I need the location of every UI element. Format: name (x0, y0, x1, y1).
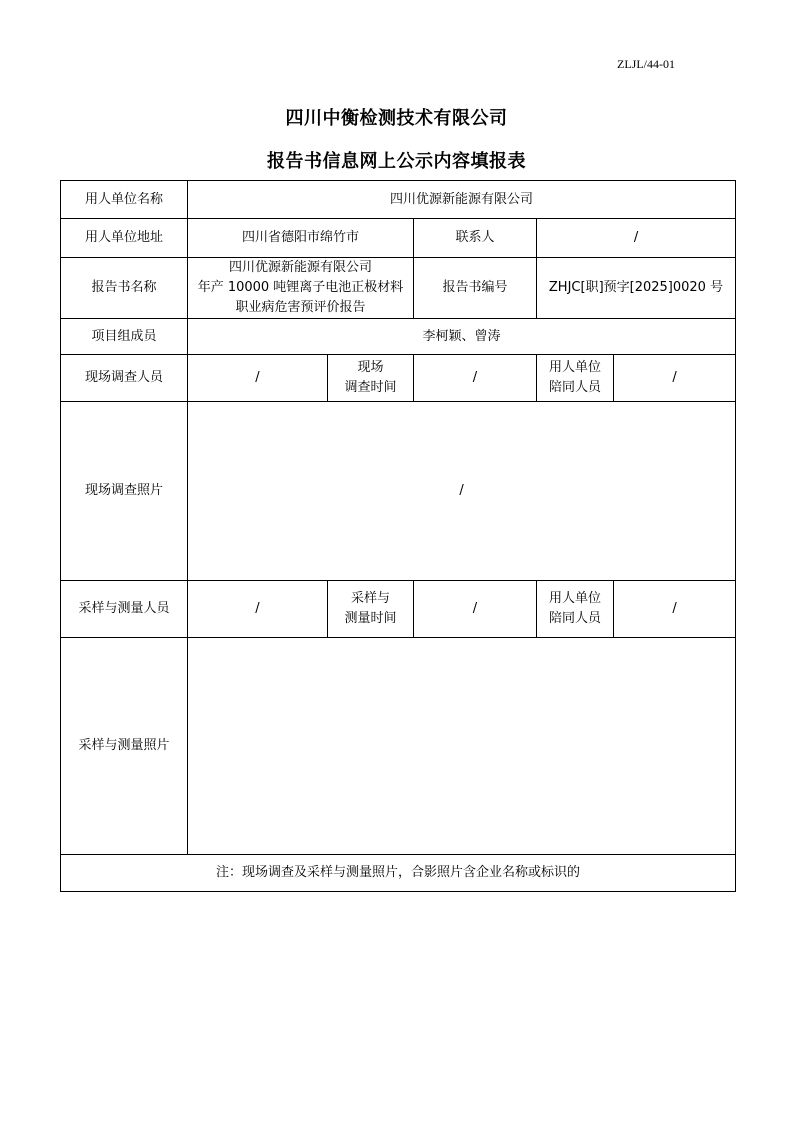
client-address-label: 用人单位地址 (61, 219, 188, 258)
accompany-label-line: 用人单位 (548, 591, 601, 606)
client-address-value: 四川省德阳市绵竹市 (188, 219, 414, 258)
row-note (61, 855, 736, 892)
accompany-label (537, 581, 614, 638)
contact-value: / (537, 219, 736, 258)
survey-staff-label: 现场调查人员 (61, 355, 188, 402)
sampling-photo-value (188, 638, 736, 855)
sampling-time-label (328, 581, 414, 638)
accompany-label (537, 355, 614, 402)
report-no-label: 报告书编号 (414, 258, 537, 319)
row-survey-photo (61, 402, 736, 581)
report-name-label: 报告书名称 (61, 258, 188, 319)
row-sampling (61, 581, 736, 638)
report-name-value (188, 258, 414, 319)
row-survey (61, 355, 736, 402)
row-client-address (61, 219, 736, 258)
sampling-time-label-line: 采样与 (350, 591, 390, 606)
survey-photo-label: 现场调查照片 (61, 402, 188, 581)
survey-time-value: / (414, 355, 537, 402)
survey-time-label-line: 现场 (357, 360, 384, 375)
disclosure-form-table (60, 180, 736, 892)
survey-staff-value: / (188, 355, 328, 402)
report-name-line: 四川优源新能源有限公司 (228, 260, 372, 275)
accompany-label-line: 陪同人员 (548, 380, 601, 395)
contact-label: 联系人 (414, 219, 537, 258)
accompany-label-line: 用人单位 (548, 360, 601, 375)
accompany-value: / (614, 581, 736, 638)
accompany-label-line: 陪同人员 (548, 611, 601, 626)
form-note: 注：现场调查及采样与测量照片，合影照片含企业名称或标识的 (61, 855, 736, 892)
row-report-name (61, 258, 736, 319)
row-client-name (61, 181, 736, 219)
document-code: ZLJL/44-01 (617, 57, 675, 71)
team-label: 项目组成员 (61, 319, 188, 355)
client-name-value: 四川优源新能源有限公司 (188, 181, 736, 219)
survey-time-label (328, 355, 414, 402)
row-team (61, 319, 736, 355)
sampling-time-label-line: 测量时间 (344, 611, 397, 626)
row-sampling-photo (61, 638, 736, 855)
company-name: 四川中衡检测技术有限公司 (285, 108, 508, 129)
report-name-line: 职业病危害预评价报告 (235, 300, 366, 315)
report-name-line: 年产 10000 吨锂离子电池正极材料 (197, 280, 404, 295)
survey-time-label-line: 调查时间 (344, 380, 397, 395)
team-value: 李柯颖、曾涛 (188, 319, 736, 355)
sampling-staff-value: / (188, 581, 328, 638)
accompany-value: / (614, 355, 736, 402)
survey-photo-value: / (188, 402, 736, 581)
report-no-value: ZHJC[职]预字[2025]0020 号 (537, 258, 736, 319)
form-title: 报告书信息网上公示内容填报表 (267, 151, 526, 172)
sampling-staff-label: 采样与测量人员 (61, 581, 188, 638)
sampling-photo-label: 采样与测量照片 (61, 638, 188, 855)
client-name-label: 用人单位名称 (61, 181, 188, 219)
sampling-time-value: / (414, 581, 537, 638)
